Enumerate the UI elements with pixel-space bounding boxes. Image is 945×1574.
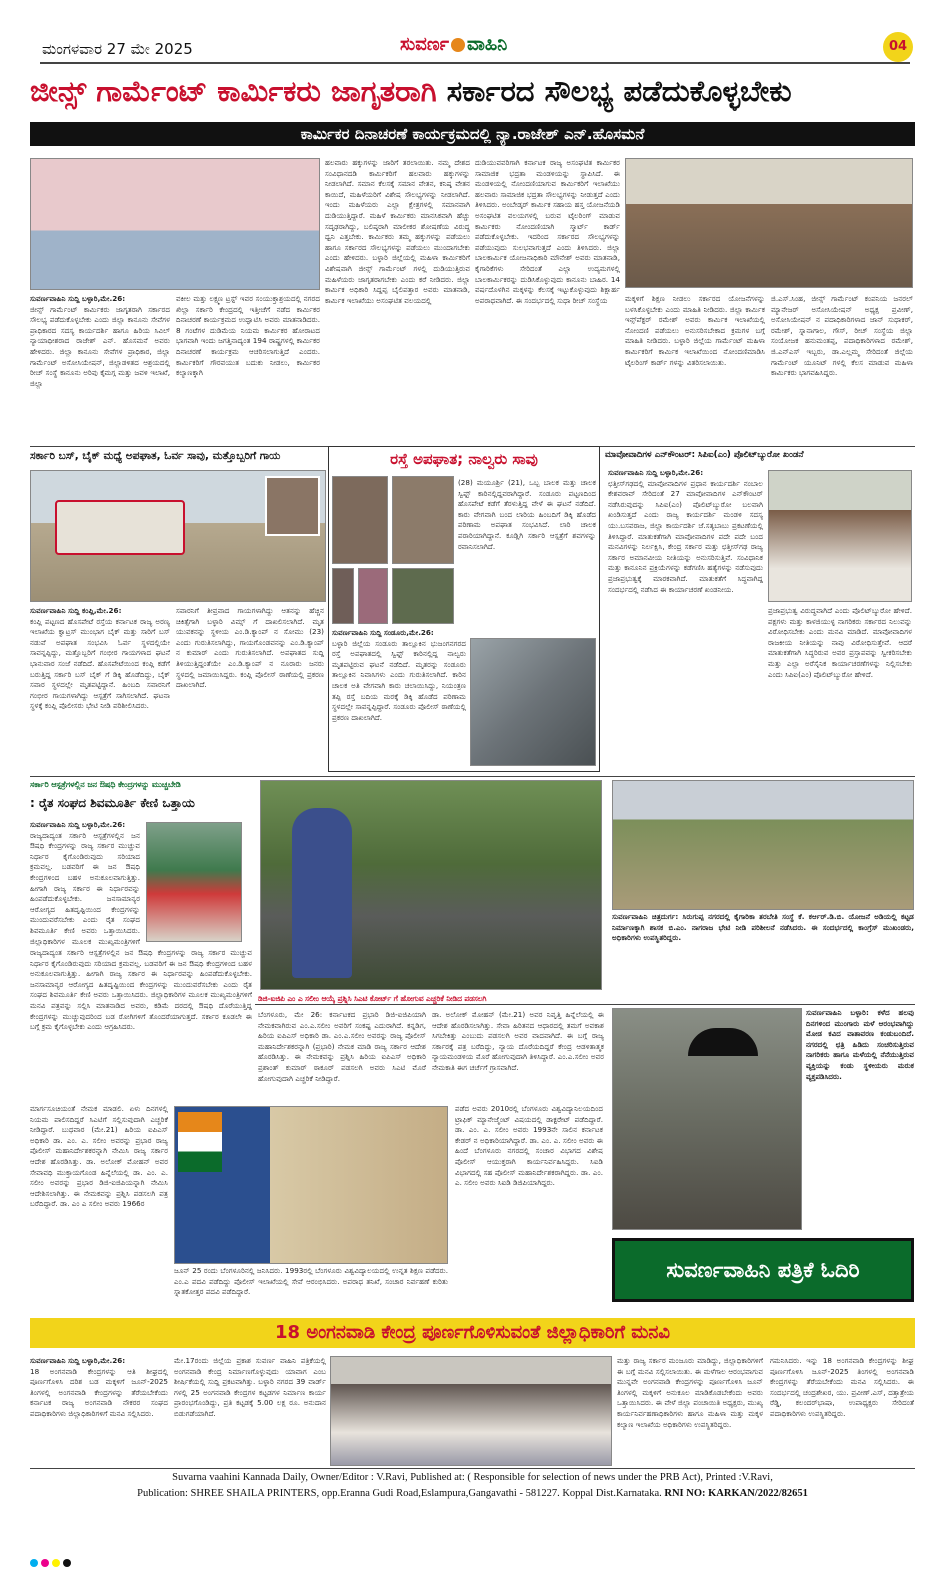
anganwadi-dateline: ಸುವರ್ಣವಾಹಿನಿ ಸುದ್ದಿ ಬಳ್ಳಾರಿ,ಮೇ.26: — [30, 1356, 126, 1365]
lead-photo-stage — [30, 158, 320, 290]
footer-publication: Publication: SHREE SHAILA PRINTERS, opp.Eranna Gudi Road,Eslampura,Gangavathi - 581227. Koppal Dist.Karnataka. — [137, 1488, 662, 1499]
road-dateline: ಸುವರ್ಣವಾಹಿನಿ ಸುದ್ದಿ ಸಂಡೂರು,ಮೇ.26: — [332, 628, 434, 637]
footer-line-1: Suvarna vaahini Kannada Daily, Owner/Editor : V.Ravi, Published at: ( Responsible for selection of news under the PRB Act), Printed :V.Ravi, — [172, 1472, 773, 1483]
lead-text-4: ದುಡಿಯುವವರಿಗಾಗಿ ಕರ್ನಾಟಕ ರಾಜ್ಯ ಅಸಂಘಟಿತ ಕಾರ್ಮಿಕರ ಸಾಮಾಜಿಕ ಭದ್ರತಾ ಮಂಡಳಿಯನ್ನು ಸ್ಥಾಪಿಸಿದೆ. ಈ ಮಂಡಳಿಯಲ್ಲಿ ನೋಂದಣಿಯಾಗುವ ಕಾರ್ಮಿಕರಿಗೆ ಇಲಾಖೆಯು ಹಲವಾರು ಸಾಮಾಜಿಕ ಭದ್ರತಾ ಸೌಲಭ್ಯಗಳನ್ನು ನೀಡುತ್ತದೆ ಎಂದು ತಿಳಿಸಿದರು. ಅಂಬೇಡ್ಕರ್ ಕಾರ್ಮಿಕ ಸಹಾಯ ಹಸ್ತ ಯೋಜನೆಯಡಿ ಅಸಂಘಟಿತ ವಲಯಗಳಲ್ಲಿ ಬರುವ ಟೈಲರಿಂಗ್ ಮಾಡುವ ಕಾರ್ಮಿಕರು ನೋಂದಣಿಯಾಗಿ ಸ್ಮಾರ್ಟ್ ಕಾರ್ಡ್ ಪಡೆದುಕೊಳ್ಳಬೇಕು. ಇದರಿಂದ ಸರ್ಕಾರದ ಸೌಲಭ್ಯಗಳನ್ನು ಪಡೆಯುವುದು ಸುಲಭವಾಗುತ್ತದೆ ಎಂದು ತಿಳಿಸಿದರು. ಜಿಲ್ಲಾ ಬಾಲಕಾರ್ಮಿಕ ಯೋಜನಾಧಿಕಾರಿ ಮೌನೇಶ್ ಅವರು ಮಾತನಾಡಿ, ಕೈಗಾರಿಕೆಗಳು ಸೇರಿದಂತೆ ಎಲ್ಲಾ ಉದ್ಯಮಗಳಲ್ಲಿ ಬಾಲಕಾರ್ಮಿಕರನ್ನು ದುಡಿಸಿಕೊಳ್ಳುವುದು ಕಾನೂನು ಬಾಹಿರ. 14 ವರ್ಷದೊಳಗಿನ ಮಕ್ಕಳನ್ನು ಕೆಲಸಕ್ಕೆ ಇಟ್ಟುಕೊಳ್ಳುವುದು ಶಿಕ್ಷಾರ್ಹ ಅಪರಾಧವಾಗಿದೆ. ಈ ಸಂದರ್ಭದಲ್ಲಿ ಸುಧಾ ರೀಚ್ ಸಂಸ್ಥೆಯ — [475, 158, 620, 305]
hospital-text-1: ರಾಜ್ಯದಾದ್ಯಂತ ಸರ್ಕಾರಿ ಆಸ್ಪತ್ರೆಗಳಲ್ಲಿನ ಜನ ಔಷಧಿ ಕೇಂದ್ರಗಳನ್ನು ರಾಜ್ಯ ಸರ್ಕಾರ ಮುಚ್ಚುವ ನಿರ್ಧಾರ ಕೈಗೊಂಡಿರುವುದು ಸರಿಯಾದ ಕ್ರಮವಲ್ಲ. ಬಡವರಿಗೆ ಈ ಜನ ಔಷಧಿ ಕೇಂದ್ರಗಳಿಂದ ಬಹಳ ಅನುಕೂಲವಾಗುತ್ತಿತ್ತು. ಹೀಗಾಗಿ ರಾಜ್ಯ ಸರ್ಕಾರ ಈ ನಿರ್ಧಾರವನ್ನು ಹಿಂಪಡೆದುಕೊಳ್ಳಬೇಕು. ಜನಸಾಮಾನ್ಯರ ಆರೋಗ್ಯದ ಹಿತದೃಷ್ಟಿಯಿಂದ ಕೇಂದ್ರಗಳನ್ನು ಮುಂದುವರೆಸಬೇಕು ಎಂದು ರೈತ ಸಂಘದ ಶಿವಮೂರ್ತಿ ಕೇಣಿ ಅವರು ಒತ್ತಾಯಿಸಿದರು. ಜಿಲ್ಲಾಧಿಕಾರಿಗಳ ಮೂಲಕ ಮುಖ್ಯಮಂತ್ರಿಗಳಿಗೆ — [30, 830, 140, 946]
hospital-kicker: ಸರ್ಕಾರಿ ಆಸ್ಪತ್ರೆಗಳಲ್ಲಿನ ಜನ ಔಷಧಿ ಕೇಂದ್ರಗಳನ್ನು ಮುಚ್ಚಬೇಡಿ — [30, 780, 181, 789]
bus-col-2 — [176, 606, 324, 774]
hospital-col-1 — [30, 820, 140, 946]
lead-photo-audience — [625, 158, 913, 288]
maoist-kicker: ಮಾವೋವಾದಿಗಳ ಎನ್‌ಕೌಂಟರ್: ಸಿಪಿಐ(ಎಂ) ಪೊಲಿಟ್‌ಬ್ಯುರೋ ಖಂಡನೆ — [605, 450, 804, 460]
lead-col-5 — [625, 294, 765, 444]
hospital-text-2: ರಾಜ್ಯದಾದ್ಯಂತ ಸರ್ಕಾರಿ ಆಸ್ಪತ್ರೆಗಳಲ್ಲಿನ ಜನ ಔಷಧಿ ಕೇಂದ್ರಗಳನ್ನು ರಾಜ್ಯ ಸರ್ಕಾರ ಮುಚ್ಚುವ ನಿರ್ಧಾರ ಕೈಗೊಂಡಿರುವುದು ಸರಿಯಾದ ಕ್ರಮವಲ್ಲ. ಬಡವರಿಗೆ ಈ ಜನ ಔಷಧಿ ಕೇಂದ್ರಗಳಿಂದ ಬಹಳ ಅನುಕೂಲವಾಗುತ್ತಿತ್ತು. ಹೀಗಾಗಿ ರಾಜ್ಯ ಸರ್ಕಾರ ಈ ನಿರ್ಧಾರವನ್ನು ಹಿಂಪಡೆದುಕೊಳ್ಳಬೇಕು. ಜನಸಾಮಾನ್ಯರ ಆರೋಗ್ಯದ ಹಿತದೃಷ್ಟಿಯಿಂದ ಕೇಂದ್ರಗಳನ್ನು ಮುಂದುವರೆಸಬೇಕು ಎಂದು ರೈತ ಸಂಘದ ಶಿವಮೂರ್ತಿ ಕೇಣಿ ಅವರು ಒತ್ತಾಯಿಸಿದರು. ಜಿಲ್ಲಾಧಿಕಾರಿಗಳ ಮೂಲಕ ಮುಖ್ಯಮಂತ್ರಿಗಳಿಗೆ ಮನವಿ ಪತ್ರವನ್ನು ಸಲ್ಲಿಸಿ ಮಾತನಾಡಿದ ಅವರು, ಕಡಿಮೆ ದರದಲ್ಲಿ ಔಷಧಿ ದೊರೆಯುತ್ತಿದ್ದ ಕೇಂದ್ರಗಳನ್ನು ಮುಚ್ಚುವುದರಿಂದ ಬಡ ರೋಗಿಗಳಿಗೆ ತೊಂದರೆಯಾಗುತ್ತದೆ. ಸರ್ಕಾರ ಕೂಡಲೇ ಈ ಬಗ್ಗೆ ಕ್ರಮ ಕೈಗೊಳ್ಳಬೇಕು ಎಂದು ಆಗ್ರಹಿಸಿದರು. — [30, 948, 252, 1032]
anganwadi-col-2 — [174, 1356, 326, 1464]
lead-headline-red: ಜೀನ್ಸ್ ಗಾರ್ಮೆಂಟ್ ಕಾರ್ಮಿಕರು ಜಾಗೃತರಾಗಿ — [30, 74, 437, 108]
road-victim-photo-4 — [358, 568, 388, 624]
dgp-text-2: ಡಾ. ಅಲೋಕ್ ಮೋಹನ್ (ಮೇ.21) ಅವರ ನಿವೃತ್ತಿ ಹಿನ್ನೆಲೆಯಲ್ಲಿ ಈ ಆದೇಶ ಹೊರಡಿಸಲಾಗಿತ್ತು. ಸೇವಾ ಹಿರಿತನದ ಆಧಾರದಲ್ಲಿ ತಮಗೆ ಅವಕಾಶ ಸಿಗಬೇಕಿತ್ತು ಎಂಬುದು ಪಡಸಲಗಿ ಅವರ ವಾದವಾಗಿದೆ. ಈ ಬಗ್ಗೆ ರಾಜ್ಯ ಸರ್ಕಾರಕ್ಕೆ ಪತ್ರ ಬರೆದಿದ್ದು, ನ್ಯಾಯ ದೊರೆಯದಿದ್ದರೆ ಕೇಂದ್ರ ಆಡಳಿತಾತ್ಮಕ ನ್ಯಾಯಮಂಡಳಿಯ ಮೊರೆ ಹೋಗುವುದಾಗಿ ತಿಳಿಸಿದ್ದಾರೆ. ಎಂ.ಎ.ಸಲೀಂ ಅವರ ನೇಮಕಾತಿ ಈಗ ಚರ್ಚೆಗೆ ಗ್ರಾಸವಾಗಿದೆ. — [432, 1010, 604, 1072]
bus-headline: ಸರ್ಕಾರಿ ಬಸ್, ಬೈಕ್ ಮಧ್ಯೆ ಅಪಘಾತ, ಓರ್ವ ಸಾವು, ಮತ್ತೊಬ್ಬರಿಗೆ ಗಾಯ — [30, 450, 281, 462]
hospital-col-2 — [30, 948, 252, 1100]
bus-victim-portrait — [265, 476, 320, 536]
road-headline: ರಸ್ತೆ ಅಪಘಾತ; ನಾಲ್ವರು ಸಾವು — [390, 450, 538, 468]
dgp-col-5 — [455, 1104, 603, 1304]
reg-dot-cyan — [30, 1559, 38, 1567]
field-visit-photo — [612, 780, 914, 910]
bus-col-1 — [30, 606, 170, 774]
masthead-brand — [400, 34, 507, 55]
registration-marks — [30, 1552, 915, 1562]
masthead — [0, 28, 945, 66]
road-victim-photo-3 — [332, 568, 354, 624]
road-col-2 — [458, 478, 596, 634]
dgp-text-3: ಮಾರ್ಗಸೂಚಿಯಂತೆ ನೇಮಕ ಮಾಡಲಿ. ಏಳು ದಿನಗಳಲ್ಲಿ ನಿಯಮ ಪಾಲಿಸದಿದ್ದರೆ ಸಿಎಟಿಗೆ ಸಲ್ಲಿಸುವುದಾಗಿ ಎಚ್ಚರಿಕೆ ನೀಡಿದ್ದಾರೆ. ಬುಧವಾರ (ಮೇ.21) ಹಿರಿಯ ಐಪಿಎಸ್ ಅಧಿಕಾರಿ ಡಾ. ಎಂ. ಎ. ಸಲೀಂ ಅವರನ್ನು ಪ್ರಭಾರ ರಾಜ್ಯ ಪೊಲೀಸ್ ಮಹಾನಿರ್ದೇಶಕರನ್ನಾಗಿ ನೇಮಿಸಿ ರಾಜ್ಯ ಸರ್ಕಾರ ಆದೇಶ ಹೊರಡಿಸಿತ್ತು. ಡಾ. ಅಲೋಕ್ ಮೋಹನ್ ಅವರ ಸೇವಾವಧಿ ಮುಕ್ತಾಯಗೊಂಡ ಹಿನ್ನೆಲೆಯಲ್ಲಿ ಡಾ. ಎಂ. ಎ. ಸಲೀಂ ಅವರನ್ನು ಪ್ರಭಾರ ಡಿಜಿ-ಐಜಿಪಿಯನ್ನಾಗಿ ನೇಮಿಸಿ ಆದೇಶಿಸಲಾಗಿತ್ತು. ಈ ನೇಮಕವನ್ನು ಪ್ರಶ್ನಿಸಿ ಪಡಸಲಗಿ ಪತ್ರ ಬರೆದಿದ್ದಾರೆ. ಡಾ. ಎಂ ಎ ಸಲೀಂ ಅವರು 1966ರ — [30, 1104, 168, 1209]
road-col-1 — [332, 628, 466, 768]
anganwadi-col-3 — [617, 1356, 763, 1464]
bus-bus-shape — [55, 500, 185, 555]
anganwadi-headline: 18 ಅಂಗನವಾಡಿ ಕೇಂದ್ರ ಪೂರ್ಣಗೊಳಿಸುವಂತೆ ಜಿಲ್ಲಾಧಿಕಾರಿಗೆ ಮನವಿ — [30, 1318, 915, 1348]
dgp-col-2 — [432, 1010, 604, 1106]
dgp-text-5: ಪಡೆದ ಅವರು 2010ರಲ್ಲಿ ಬೆಂಗಳೂರು ವಿಶ್ವವಿದ್ಯಾನಿಲಯದಿಂದ ಟ್ರಾಫಿಕ್ ಮ್ಯಾನೇಜ್ಮೆಂಟ್ ವಿಷಯದಲ್ಲಿ ಡಾಕ್ಟರೇಟ್ ಪಡೆದಿದ್ದಾರೆ. ಡಾ. ಎಂ. ಎ. ಸಲೀಂ ಅವರು 1993ನೇ ಸಾಲಿನ ಕರ್ನಾಟಕ ಕೇಡರ್ ನ ಅಧಿಕಾರಿಯಾಗಿದ್ದಾರೆ. ಡಾ. ಎಂ. ಎ. ಸಲೀಂ ಅವರು ಈ ಹಿಂದೆ ಬೆಂಗಳೂರು ನಗರದಲ್ಲಿ ಸಂಚಾರ ವಿಭಾಗದ ವಿಶೇಷ ಪೊಲೀಸ್ ಆಯುಕ್ತರಾಗಿ ಕಾರ್ಯನಿರ್ವಹಿಸಿದ್ದರು. ಸಿಐಡಿ ವಿಭಾಗದಲ್ಲಿ ಸಹ ಪೊಲೀಸ್ ಮಹಾನಿರ್ದೇಶಕರಾಗಿದ್ದರು. ಡಾ. ಎಂ. ಎ. ಸಲೀಂ ಅವರು ಸಿಐಡಿ ಡಿಜಿಪಿಯಾಗಿದ್ದರು. — [455, 1104, 603, 1188]
bus-text-2: ಸವಾರನಿಗೆ ತೀವ್ರವಾದ ಗಾಯಗಳಾಗಿದ್ದು ಆತನನ್ನು ಹೆಚ್ಚಿನ ಚಿಕಿತ್ಸೆಗಾಗಿ ಬಳ್ಳಾರಿ ವಿಮ್ಸ್ ಗೆ ದಾಖಲಿಸಲಾಗಿದೆ. ಮೃತ ಯುವಕನನ್ನು ಸ್ಥಳೀಯ ಎಂ.ಡಿ.ಕ್ಯಾಂಪ್ ನ ಸೋಮು (23) ಎಂದು ಗುರುತಿಸಲಾಗಿದ್ದು, ಗಾಯಗೊಂಡವನನ್ನು ಎಂ.ಡಿ.ಕ್ಯಾಂಪ್ ನ ಕುಮಾರ್ ಎಂದು ಗುರುತಿಸಲಾಗಿದೆ. ಅಪಘಾತದ ಸುದ್ದಿ ತಿಳಿಯುತ್ತಿದ್ದಂತೆಯೇ ಎಂ.ಡಿ.ಕ್ಯಾಂಪ್ ನ ನೂರಾರು ಜನರು ಸ್ಥಳದಲ್ಲಿ ಜಮಾಯಿಸಿದ್ದರು. ಕಂಪ್ಲಿ ಪೊಲೀಸ್ ಠಾಣೆಯಲ್ಲಿ ಪ್ರಕರಣ ದಾಖಲಾಗಿದೆ. — [176, 606, 324, 690]
lead-headline — [30, 68, 915, 114]
section-divider-2 — [30, 776, 915, 777]
road-text-1: ಬಳ್ಳಾರಿ ಜಿಲ್ಲೆಯ ಸಂಡೂರು ತಾಲ್ಲೂಕಿನ ಭುಜಂಗನಗರದ ರಸ್ತೆ ಅಪಘಾತದಲ್ಲಿ ಸ್ವಿಫ್ಟ್ ಕಾರಿನಲ್ಲಿದ್ದ ನಾಲ್ವರು ಮೃತಪಟ್ಟಿರುವ ಘಟನೆ ನಡೆದಿದೆ. ಮೃತರನ್ನು ಸಂಡೂರು ತಾಲ್ಲೂಕಿನ ನಿವಾಸಿಗಳು ಎಂದು ಗುರುತಿಸಲಾಗಿದೆ. ಕಾರಿನ ಚಾಲಕ ಅತಿ ವೇಗವಾಗಿ ಕಾರು ಚಲಾಯಿಸಿದ್ದು, ನಿಯಂತ್ರಣ ತಪ್ಪಿ ರಸ್ತೆ ಬದಿಯ ಮರಕ್ಕೆ ಡಿಕ್ಕಿ ಹೊಡೆದ ಪರಿಣಾಮ ಸ್ಥಳದಲ್ಲೇ ಸಾವನ್ನಪ್ಪಿದ್ದಾರೆ. ಸಂಡೂರು ಪೊಲೀಸ್ ಠಾಣೆಯಲ್ಲಿ ಪ್ರಕರಣ ದಾಖಲಾಗಿದೆ. — [332, 638, 466, 722]
maoist-text-1: ಛತ್ತೀಸ್‌ಗಢದಲ್ಲಿ ಮಾವೋವಾದಿಗಳ ಪ್ರಧಾನ ಕಾರ್ಯದರ್ಶಿ ನಂಬಾಲ ಕೇಶವರಾವ್ ಸೇರಿದಂತೆ 27 ಮಾವೋವಾದಿಗಳ ಎನ್‌ಕೌಂಟರ್ ನಡೆಸಿರುವುದನ್ನು ಸಿಪಿಐ(ಎಂ) ಪೊಲಿಟ್‌ಬ್ಯುರೋ ಬಲವಾಗಿ ಖಂಡಿಸುತ್ತದೆ ಎಂದು ರಾಜ್ಯ ಕಾರ್ಯದರ್ಶಿ ಮಂಡಳಿ ಸದಸ್ಯ ಯು.ಬಸವರಾಜ, ಜಿಲ್ಲಾ ಕಾರ್ಯದರ್ಶಿ ಜೆ.ಸತ್ಯಬಾಬು ಪ್ರಕಟಣೆಯಲ್ಲಿ ತಿಳಿಸಿದ್ದಾರೆ. ಮಾತುಕತೆಗಾಗಿ ಮಾವೋವಾದಿಗಳ ಪದೇ ಪದೇ ಬಂದ ಮನವಿಗಳನ್ನು ನಿರ್ಲಕ್ಷಿಸಿ, ಕೇಂದ್ರ ಸರ್ಕಾರ ಮತ್ತು ಛತ್ತೀಸ್‌ಗಢ ರಾಜ್ಯ ಸರ್ಕಾರ ಅಮಾನವೀಯ ನೀತಿಯನ್ನು ಅನುಸರಿಸುತ್ತಿವೆ. ಸಂವಿಧಾನಿಕ ಮತ್ತು ಕಾನೂನಿನ ಪ್ರಕ್ರಿಯೆಗಳನ್ನು ಕಡೆಗಣಿಸಿ ಹತ್ಯೆಗಳನ್ನು ನಡೆಸುವುದು ಪ್ರಜಾಪ್ರಭುತ್ವಕ್ಕೆ ಮಾರಕವಾಗಿದೆ. ಮಾತುಕತೆಗೆ ಸಿದ್ಧವಾಗಿದ್ದ ಸಂದರ್ಭದಲ್ಲಿ ನಡೆಸಿದ ಈ ಕಾರ್ಯಾಚರಣೆ ಖಂಡನೀಯ. — [608, 478, 763, 594]
hospital-photo — [146, 822, 242, 942]
bus-text-1: ಕಂಪ್ಲಿ ಪಟ್ಟಣದ ಹೊಸಪೇಟೆ ರಸ್ತೆಯ ಕರ್ನಾಟಕ ರಾಜ್ಯ ಅರಣ್ಯ ಇಲಾಖೆಯ ಕ್ವಾಟ್ರಸ್ ಮುಂಭಾಗ ಬೈಕ್ ಮತ್ತು ಸಾರಿಗೆ ಬಸ್ ನಡುವೆ ಅಪಘಾತ ಸಂಭವಿಸಿ ಓರ್ವ ಸ್ಥಳದಲ್ಲಿಯೇ ಸಾವನ್ನಪ್ಪಿದ್ದು, ಮತ್ತೊಬ್ಬರಿಗೆ ಗಂಭೀರ ಗಾಯಗಳಾದ ಘಟನೆ ಭಾನುವಾರ ಸಂಜೆ ನಡೆದಿದೆ. ಹೊಸಪೇಟೆಯಿಂದ ಕಂಪ್ಲಿ ಕಡೆಗೆ ಬರುತ್ತಿದ್ದ ಸರ್ಕಾರಿ ಬಸ್ ಬೈಕ್ ಗೆ ಡಿಕ್ಕಿ ಹೊಡೆದಿದ್ದು, ಬೈಕ್ ಸವಾರ ಸ್ಥಳದಲ್ಲೇ ಮೃತಪಟ್ಟಿದ್ದಾನೆ. ಹಿಂಬದಿ ಸವಾರನಿಗೆ ಗಂಭೀರ ಗಾಯಗಳಾಗಿದ್ದು ಆಸ್ಪತ್ರೆಗೆ ಸಾಗಿಸಲಾಗಿದೆ. ಘಟನಾ ಸ್ಥಳಕ್ಕೆ ಕಂಪ್ಲಿ ಪೊಲೀಸರು ಭೇಟಿ ನೀಡಿ ಪರಿಶೀಲಿಸಿದರು. — [30, 616, 170, 711]
masthead-date: ಮಂಗಳವಾರ 27 ಮೇ 2025 — [42, 40, 193, 58]
anganwadi-text-4: ಗಮನಿಸಿದರು. ಇನ್ನು 18 ಅಂಗನವಾಡಿ ಕೇಂದ್ರಗಳನ್ನು ಶೀಘ್ರ ಪೂರ್ಣಗೊಳಿಸಿ ಜೂನ್-2025 ತಿಂಗಳಲ್ಲಿ ಅಂಗನವಾಡಿ ಕೇಂದ್ರಗಳನ್ನು ತೆರೆಯಬೇಕೆಂದು ಮನವಿ ಸಲ್ಲಿಸಿದರು. ಈ ಸಂದರ್ಭದಲ್ಲಿ ಚಂದ್ರಶೇಖರ, ಯು. ಪ್ರವೀಣ್.ಎಸ್, ದತ್ತಾತ್ರೇಯ ರೆಡ್ಡಿ, ಕಲಂದರ್‌ಭಾಷಾ, ಉಪಾಧ್ಯಕ್ಷರು ಸೇರಿದಂತೆ ಪದಾಧಿಕಾರಿಗಳು ಉಪಸ್ಥಿತರಿದ್ದರು. — [770, 1356, 914, 1418]
maoist-col-2 — [768, 606, 912, 774]
footer-rni: RNI NO: KARKAN/2022/82651 — [664, 1488, 808, 1499]
lead-text-1: ಜೀನ್ಸ್ ಗಾರ್ಮೆಂಟ್ ಕಾರ್ಮಿಕರು ಜಾಗೃತರಾಗಿ ಸರ್ಕಾರದ ಸೌಲಭ್ಯ ಪಡೆದುಕೊಳ್ಳಬೇಕು ಎಂದು ಜಿಲ್ಲಾ ಕಾನೂನು ಸೇವೆಗಳ ಪ್ರಾಧಿಕಾರದ ಸದಸ್ಯ ಕಾರ್ಯದರ್ಶಿ ಹಾಗೂ ಹಿರಿಯ ಸಿವಿಲ್ ನ್ಯಾಯಾಧೀಶರಾದ ರಾಜೇಶ್ ಎನ್. ಹೊಸಮನೆ ಅವರು ಹೇಳಿದರು. ಜಿಲ್ಲಾ ಕಾನೂನು ಸೇವೆಗಳ ಪ್ರಾಧಿಕಾರ, ಜಿಲ್ಲಾ ಗಾರ್ಮೆಂಟ್ ಅಸೋಸಿಯೇಷನ್, ಜಿಲ್ಲಾಡಳಿತದ ಆಶ್ರಯದಲ್ಲಿ ರೀಚ್ ಸಂಸ್ಥೆ ಕಾನೂನು ಅರಿವು ಕೈಮಗ್ಗ ಮತ್ತು ಜವಳಿ ಇಲಾಖೆ, ಜಿಲ್ಲಾ — [30, 304, 170, 388]
dgp-col-1 — [258, 1010, 426, 1106]
anganwadi-text-1: 18 ಅಂಗನವಾಡಿ ಕೇಂದ್ರಗಳನ್ನು ಆತಿ ಶೀಘ್ರದಲ್ಲಿ ಪೂರ್ಣಗೊಳಿಸಿ ದರಿಶ ಬಡ ಮಕ್ಕಳಿಗೆ ಜೂನ್-2025 ತಿಂಗಳಲ್ಲಿ ಅಂಗನವಾಡಿ ಕೇಂದ್ರಗಳನ್ನು ತೆರೆಯಬೇಕೆಂದು ಕರ್ನಾಟಕ ರಾಜ್ಯ ಅಂಗನವಾಡಿ ನೌಕರರ ಸಂಘದ ಪದಾಧಿಕಾರಿಗಳು ಜಿಲ್ಲಾಧಿಕಾರಿಗಳಿಗೆ ಮನವಿ ಸಲ್ಲಿಸಿದರು. — [30, 1366, 168, 1418]
dgp-kicker: ಡಿಜಿ-ಐಜಿಪಿ ಎಂ ಎ ಸಲೀಂ ಆಯ್ಕೆ ಪ್ರಶ್ನಿಸಿ ಸಿಎಟಿ ಕೋರ್ಟ್ ಗೆ ಹೋಗುವ ಎಚ್ಚರಿಕೆ ನೀಡಿದ ಪಡಸಲಗಿ — [258, 994, 487, 1003]
dgp-col-4 — [174, 1266, 448, 1306]
lead-text-5: ಮಕ್ಕಳಿಗೆ ಶಿಕ್ಷಣ ನೀಡಲು ಸರ್ಕಾರದ ಯೋಜನೆಗಳನ್ನು ಬಳಸಿಕೊಳ್ಳಬೇಕು ಎಂದು ಮಾಹಿತಿ ನೀಡಿದರು. ಜಿಲ್ಲಾ ಕಾರ್ಮಿಕ ಇನ್ಸ್‌ಪೆಕ್ಟರ್ ರಮೇಶ್ ಅವರು ಕಾರ್ಮಿಕ ಇಲಾಖೆಯಲ್ಲಿ ನೋಂದಣಿ ಪಡೆಯಲು ಅನುಸರಿಸಬೇಕಾದ ಕ್ರಮಗಳ ಬಗ್ಗೆ ಮಾಹಿತಿ ನೀಡಿದರು. ಬಳ್ಳಾರಿ ಜಿಲ್ಲೆಯ ಗಾರ್ಮೆಂಟ್ ಮಹಿಳಾ ಕಾರ್ಮಿಕರಿಗೆ ಕಾರ್ಮಿಕ ಇಲಾಖೆಯಿಂದ ನೋಂದಣಿಮಾಡಿಸಿ ಟೈಲರಿಂಗ್ ಕಾರ್ಡ್ ಗಳನ್ನು ವಿತರಿಸಲಾಯಿತು. — [625, 294, 765, 367]
lead-col-6 — [771, 294, 913, 444]
lead-subhead: ಕಾರ್ಮಿಕರ ದಿನಾಚರಣೆ ಕಾರ್ಯಕ್ರಮದಲ್ಲಿ ನ್ಯಾ.ರಾಜೇಶ್ ಎನ್.ಹೊಸಮನೆ — [30, 122, 915, 146]
lead-col-1 — [30, 294, 170, 444]
lead-col-2 — [176, 294, 320, 444]
road-victim-photo-1 — [332, 476, 388, 564]
reg-dot-black — [63, 1559, 71, 1567]
lead-text-3: ಹಲವಾರು ಹಕ್ಕುಗಳನ್ನು ಜಾರಿಗೆ ತರಲಾಯಿತು. ನಮ್ಮ ದೇಶದ ಸಂವಿಧಾನದಡಿ ಕಾರ್ಮಿಕರಿಗೆ ಹಲವಾರು ಹಕ್ಕುಗಳನ್ನು ನೀಡಲಾಗಿದೆ. ಸಮಾನ ಕೆಲಸಕ್ಕೆ ಸಮಾನ ವೇತನ, ಕನಿಷ್ಠ ವೇತನ ಕಾಯಿದೆ, ಮಹಿಳೆಯರಿಗೆ ವಿಶೇಷ ಸೌಲಭ್ಯಗಳನ್ನು ನೀಡಲಾಗಿದೆ. ಇಂದು ಮಹಿಳೆಯರು ಎಲ್ಲಾ ಕ್ಷೇತ್ರಗಳಲ್ಲಿ ಸಮಾನವಾಗಿ ದುಡಿಯುತ್ತಿದ್ದಾರೆ. ಮಹಿಳೆ ಕಾರ್ಮಿಕರು ಮಾನಸಿಕವಾಗಿ ಹೆಚ್ಚು ಸದೃಢರಾಗಿದ್ದು, ಬಲಿಷ್ಠರಾಗಿ ಮಾಲೀಕರ ಶೋಷಣೆಯ ವಿರುದ್ಧ ಧ್ವನಿ ಎತ್ತಬೇಕು. ಕಾರ್ಮಿಕರು ತಮ್ಮ ಹಕ್ಕುಗಳನ್ನು ಪಡೆಯಲು ಹಾಗೂ ಸರ್ಕಾರದ ಸೌಲಭ್ಯಗಳನ್ನು ಪಡೆಯಲು ಮುಂದಾಗಬೇಕು ಎಂದು ಹೇಳಿದರು. ಬಳ್ಳಾರಿ ಜಿಲ್ಲೆಯಲ್ಲಿ ಮಹಿಳಾ ಕಾರ್ಮಿಕರಿಗೆ ವಿಶೇಷವಾಗಿ ಜೀನ್ಸ್ ಗಾರ್ಮೆಂಟ್ ಗಳಲ್ಲಿ ದುಡಿಯುತ್ತಿರುವ ಮಹಿಳೆಯರು ಜಾಗೃತರಾಗಬೇಕು ಎಂದು ಕರೆ ನೀಡಿದರು. ಜಿಲ್ಲಾ ಕಾರ್ಮಿಕ ಅಧಿಕಾರಿ ಸಿದ್ದಪ್ಪ ಬೈಲಿಪತ್ತಾರ ಅವರು ಮಾತನಾಡಿ, ಕಾರ್ಮಿಕ ಇಲಾಖೆಯು ಅಸಂಘಟಿತ ವಲಯದಲ್ಲಿ — [325, 158, 470, 305]
lead-col-3 — [325, 158, 470, 444]
maoist-col-1 — [608, 468, 763, 774]
footer-rule — [30, 1468, 915, 1469]
page-number: 04 — [883, 32, 913, 62]
anganwadi-photo — [330, 1356, 612, 1466]
road-text-2: (28) ಮಯೂರ್ಶ್ರಿ (21), ಒಬ್ಬ ಬಾಲಕ ಮತ್ತು ಚಾಲಕ ಸ್ವಿಫ್ಟ್ ಕಾರಿನಲ್ಲಿದ್ದವರಾಗಿದ್ದಾರೆ. ಸಂಡೂರು ಪಟ್ಟಣದಿಂದ ಹೊಸಪೇಟೆ ಕಡೆಗೆ ತೆರಳುತ್ತಿದ್ದ ವೇಳೆ ಈ ಘಟನೆ ನಡೆದಿದೆ. ಕಾರು ವೇಗವಾಗಿ ಬಂದ ಲಾರಿಯ ಹಿಂಬದಿಗೆ ಡಿಕ್ಕಿ ಹೊಡೆದ ಪರಿಣಾಮ ಅಪಘಾತ ಸಂಭವಿಸಿದೆ. ಲಾರಿ ಚಾಲಕ ಪರಾರಿಯಾಗಿದ್ದಾನೆ. ಕೂಡ್ಲಿಗಿ ಸರ್ಕಾರಿ ಆಸ್ಪತ್ರೆಗೆ ಶವಗಳನ್ನು ರವಾನಿಸಲಾಗಿದೆ. — [458, 478, 596, 551]
maoist-text-2: ಪ್ರಜಾಪ್ರಭುತ್ವ ವಿರುದ್ಧವಾಗಿದೆ ಎಂದು ಪೊಲಿಟ್‌ಬ್ಯುರೋ ಹೇಳಿದೆ. ಪಕ್ಷಗಳು ಮತ್ತು ಕಾಳಜಿಯುಳ್ಳ ನಾಗರಿಕರು ಸರ್ಕಾರದ ನಿಲುವನ್ನು ವಿರೋಧಿಸಬೇಕು ಎಂದು ಮನವಿ ಮಾಡಿದೆ. ಮಾವೋವಾದಿಗಳ ರಾಜಕೀಯ ನೀತಿಯನ್ನು ನಾವು ವಿರೋಧಿಸುತ್ತೇವೆ. ಆದರೆ ಮಾತುಕತೆಗಾಗಿ ಸಿದ್ಧರಿರುವ ಅವರ ಪ್ರಸ್ತಾಪವನ್ನು ಸ್ವೀಕರಿಸಬೇಕು ಮತ್ತು ಎಲ್ಲಾ ಅರೆಸೈನಿಕ ಕಾರ್ಯಾಚರಣೆಗಳನ್ನು ನಿಲ್ಲಿಸಬೇಕು ಎಂದು ಸಿಪಿಐ(ಎಂ) ಪೊಲಿಟ್‌ಬ್ಯುರೋ ಹೇಳಿದೆ. — [768, 606, 912, 679]
anganwadi-col-1 — [30, 1356, 168, 1464]
road-crash-photo — [470, 638, 596, 766]
promo-text: ಸುವರ್ಣವಾಹಿನಿ ಪತ್ರಿಕೆ ಓದಿರಿ — [666, 1258, 860, 1282]
masthead-rule — [40, 62, 910, 64]
dgp-text-4: ಜೂನ್ 25 ರಂದು ಬೆಂಗಳೂರಿನಲ್ಲಿ ಜನಿಸಿದರು. 1993ರಲ್ಲಿ ಬೆಂಗಳೂರು ವಿಶ್ವವಿದ್ಯಾಲಯದಲ್ಲಿ ಉನ್ನತ ಶಿಕ್ಷಣ ಪಡೆದರು. ಎಂ.ಎ ಪದವಿ ಪಡೆದಿದ್ದು ಪೊಲೀಸ್ ಇಲಾಖೆಯಲ್ಲಿ ಸೇವೆ ಆರಂಭಿಸಿದರು. ಅಪರಾಧ ತನಿಖೆ, ಸಂಚಾರ ನಿರ್ವಹಣೆ ಕುರಿತು ಸ್ನಾತಕೋತ್ತರ ಪದವಿ ಪಡೆದಿದ್ದಾರೆ. — [174, 1266, 448, 1297]
road-victim-photo-2 — [392, 476, 454, 564]
reg-dot-magenta — [41, 1559, 49, 1567]
forest-person — [292, 808, 352, 978]
bus-dateline: ಸುವರ್ಣವಾಹಿನಿ ಸುದ್ದಿ ಕಂಪ್ಲಿ,ಮೇ.26: — [30, 606, 122, 615]
dgp-text-1: ಬೆಂಗಳೂರು, ಮೇ 26: ಕರ್ನಾಟಕದ ಪ್ರಭಾರಿ ಡಿಜಿ-ಐಜಿಪಿಯಾಗಿ ನೇಮಕವಾಗಿರುವ ಎಂ.ಎ.ಸಲೀಂ ಅವರಿಗೆ ಸಂಕಷ್ಟ ಎದುರಾಗಿದೆ. ಕನ್ನಡಿಗ, ಹಿರಿಯ ಐಪಿಎಸ್ ಅಧಿಕಾರಿ ಡಾ. ಎಂ.ಎ.ಸಲೀಂ ಅವರನ್ನು ರಾಜ್ಯ ಪೊಲೀಸ್ ಮಹಾನಿರ್ದೇಶಕರನ್ನಾಗಿ (ಪ್ರಭಾರಿ) ನೇಮಕ ಮಾಡಿ ರಾಜ್ಯ ಸರ್ಕಾರ ಆದೇಶ ಹೊರಡಿಸಿತ್ತು. ಈ ನೇಮಕವನ್ನು ಪ್ರಶ್ನಿಸಿ ಹಿರಿಯ ಐಪಿಎಸ್ ಅಧಿಕಾರಿ ಪ್ರಶಾಂತ್ ಕುಮಾರ್ ಠಾಕೂರ್ ಪಡಸಲಗಿ ಅವರು ಸಿಎಟಿ ಮೊರೆ ಹೋಗುವುದಾಗಿ ಎಚ್ಚರಿಕೆ ನೀಡಿದ್ದಾರೆ. — [258, 1010, 426, 1083]
hospital-headline: : ರೈತ ಸಂಘದ ಶಿವಮೂರ್ತಿ ಕೇಣಿ ಒತ್ತಾಯ — [30, 796, 195, 810]
dgp-flag — [178, 1112, 222, 1172]
brand-sun-icon — [451, 38, 465, 52]
dgp-col-3 — [30, 1104, 168, 1304]
maoist-leader-photo — [768, 470, 912, 602]
lead-text-6: ಜಿ.ಎಸ್.ಸಿಂಹ, ಜೀನ್ಸ್ ಗಾರ್ಮೆಂಟ್ ಕಂಪನಿಯ ಜನರಲ್ ಮ್ಯಾನೇಜರ್ ಅಸೋಸಿಯೇಷನ್ ಅಧ್ಯಕ್ಷ ಪ್ರವೀಣ್, ಅಸೋಸಿಯೇಷನ್ ನ ಪದಾಧಿಕಾರಿಗಳಾದ ಜಾನ್ ಸುಧಾಕರ್, ರಮೇಶ್, ಸ್ನಾನಾಗಾಲ, ಗೌಸ್, ರೀಚ್ ಸಂಸ್ಥೆಯ ಜಿಲ್ಲಾ ಸಂಯೋಜಕ ಹನುಮಂತಪ್ಪ, ಪದಾಧಿಕಾರಿಗಳಾದ ರಮೇಶ್, ಜಿ.ಎನ್ಎಸ್ ಇಬ್ಬರು, ಡಾ.ಎಲ್ಲಮ್ಮ ಸೇರಿದಂತೆ ಜಿಲ್ಲೆಯ ಗಾರ್ಮೆಂಟ್ ಯೂನಿಟ್ ಗಳಲ್ಲಿ ಕೆಲಸ ಮಾಡುವ ಮಹಿಳಾ ಕಾರ್ಮಿಕರು ಭಾಗವಹಿಸಿದ್ದರು. — [771, 294, 913, 378]
rain-caption: ಸುವರ್ಣವಾಹಿನಿ ಬಳ್ಳಾರಿ: ಕಳೆದ ಹಲವು ದಿನಗಳಿಂದ ಮುಂಗಾರು ಮಳೆ ಆರಂಭವಾಗಿದ್ದು ಮೋಡ ಕವಿದ ವಾತಾವರಣ ಕಂಡುಬಂದಿದೆ. ನಗರದಲ್ಲಿ ಛತ್ರಿ ಹಿಡಿದು ಸಂಚರಿಸುತ್ತಿರುವ ನಾಗರಿಕರು ಹಾಗೂ ಮಳೆಯಲ್ಲಿ ನೆನೆಯುತ್ತಿರುವ ವ್ಯಕ್ತಿಯನ್ನು ಕಂಡು ಸ್ಥಳೀಯರು ಮರುಕ ವ್ಯಕ್ತಪಡಿಸಿದರು. — [806, 1008, 914, 1081]
anganwadi-text-2: ಮೇ.17ರಂದು ಜಿಲ್ಲೆಯ ಪ್ರಕಾಶ ಸುವರ್ಣ ವಾಹಿನಿ ಪತ್ರಿಕೆಯಲ್ಲಿ ಅಂಗನವಾಡಿ ಕೇಂದ್ರ ನಿರ್ಮಾಣಗೊಳ್ಳುವುದು ಯಾವಾಗ ಎಂಬ ಶೀರ್ಷಿಕೆಯಲ್ಲಿ ಸುದ್ದಿ ಪ್ರಕಟವಾಗಿತ್ತು. ಬಳ್ಳಾರಿ ನಗರದ 39 ವಾರ್ಡ್ ಗಳಲ್ಲಿ 25 ಅಂಗನವಾಡಿ ಕೇಂದ್ರಗಳ ಕಟ್ಟಡಗಳ ನಿರ್ಮಾಣ ಕಾರ್ಯ ಪ್ರಾರಂಭಗೊಂಡಿದ್ದು, ಪ್ರತಿ ಕಟ್ಟಡಕ್ಕೆ 5.00 ಲಕ್ಷ ರೂ. ಅನುದಾನ ಬಿಡುಗಡೆಯಾಗಿದೆ. — [174, 1356, 326, 1418]
field-visit-caption: ಸುವರ್ಣವಾಹಿನಿ ಚಿತ್ರದುರ್ಗ: ಸಿರುಗುಪ್ಪ ನಗರದಲ್ಲಿ ಕೈಗಾರಿಕಾ ತರಬೇತಿ ಸಂಸ್ಥೆ ಕೆ. ಕರ್ಆರ್.ಡಿ.ಬಿ. ಯೋಜನೆ ಅಡಿಯಲ್ಲಿ ಕಟ್ಟಡ ನಿರ್ಮಾಣಕ್ಕಾಗಿ ಶಾಸಕ ಬಿ.ಎಂ. ನಾಗರಾಜ ಭೇಟಿ ನೀಡಿ ಪರಿಶೀಲನೆ ನಡೆಸಿದರು. ಈ ಸಂದರ್ಭದಲ್ಲಿ ಕಾಂಗ್ರೆಸ್ ಮುಖಂಡರು, ಅಧಿಕಾರಿಗಳು ಉಪಸ್ಥಿತರಿದ್ದರು. — [612, 912, 914, 943]
brand-right: ವಾಹಿನಿ — [466, 34, 508, 55]
anganwadi-col-4 — [770, 1356, 914, 1464]
road-crash-photo-small — [392, 568, 454, 624]
lead-col-4 — [475, 158, 620, 444]
hospital-dateline: ಸುವರ್ಣವಾಹಿನಿ ಸುದ್ದಿ ಬಳ್ಳಾರಿ,ಮೇ.26: — [30, 820, 126, 829]
footer-line-2 — [30, 1488, 915, 1502]
lead-text-2: ವಕೀಲ ಮತ್ತು ಲಕ್ಷ್ಮಣ ಟ್ರಸ್ಟ್ ಇವರ ಸಂಯುಕ್ತಾಶ್ರಯದಲ್ಲಿ ನಗರದ ಖಿಲ್ಲಾ ಸರ್ಕಾರಿ ಕೇಂದ್ರದಲ್ಲಿ ಇತ್ತೀಚೆಗೆ ನಡೆದ ಕಾರ್ಮಿಕರ ದಿನಾಚರಣೆ ಕಾರ್ಯಕ್ರಮದ ಉದ್ಘಾಟಿಸಿ ಅವರು ಮಾತನಾಡಿದರು. 8 ಗಂಟೆಗಳ ದುಡಿಮೆಯ ನಿಯಮ ಕಾರ್ಮಿಕರ ಹೋರಾಟದ ಭಾಗವಾಗಿ ಇಂದು ಜಗತ್ತಿನಾದ್ಯಂತ 194 ರಾಷ್ಟ್ರಗಳಲ್ಲಿ ಕಾರ್ಮಿಕರ ದಿನಾಚರಣೆ ಕಾರ್ಯಕ್ರಮ ಆಚರಿಸಲಾಗುತ್ತಿದೆ ಎಂದರು. ಕಾರ್ಮಿಕರಿಗೆ ಗೌರವಯುತ ಬದುಕು ನೀಡಲು, ಕಾರ್ಮಿಕರ ಕಲ್ಯಾಣಕ್ಕಾಗಿ — [176, 294, 320, 378]
lead-dateline: ಸುವರ್ಣವಾಹಿನಿ ಸುದ್ದಿ ಬಳ್ಳಾರಿ,ಮೇ.26: — [30, 294, 126, 303]
maoist-dateline: ಸುವರ್ಣವಾಹಿನಿ ಸುದ್ದಿ ಬಳ್ಳಾರಿ,ಮೇ.26: — [608, 468, 704, 477]
anganwadi-text-3: ಮತ್ತು ರಾಜ್ಯ ಸರ್ಕಾರ ಮಂಜೂರು ಮಾಡಿದ್ದು, ಜಿಲ್ಲಾಧಿಕಾರಿಗಳಿಗೆ ಈ ಬಗ್ಗೆ ಮನವಿ ಸಲ್ಲಿಸಲಾಯಿತು. ಈ ಮಳೆಗಾಲ ಆರಂಭವಾಗುವ ಮುನ್ನವೇ ಅಂಗನವಾಡಿ ಕೇಂದ್ರಗಳನ್ನು ಪೂರ್ಣಗೊಳಿಸಿ ಜೂನ್ ತಿಂಗಳಲ್ಲಿ ಮಕ್ಕಳಿಗೆ ಅನುಕೂಲ ಮಾಡಿಕೊಡಬೇಕೆಂದು ಅವರು ಒತ್ತಾಯಿಸಿದರು. ಈ ವೇಳೆ ಜಿಲ್ಲಾ ಪಂಚಾಯಿತಿ ಅಧ್ಯಕ್ಷರು, ಮುಖ್ಯ ಕಾರ್ಯನಿರ್ವಹಣಾಧಿಕಾರಿಗಳು ಹಾಗೂ ಮಹಿಳಾ ಮತ್ತು ಮಕ್ಕಳ ಕಲ್ಯಾಣ ಇಲಾಖೆಯ ಅಧಿಕಾರಿಗಳು ಉಪಸ್ಥಿತರಿದ್ದರು. — [617, 1356, 763, 1429]
brand-left: ಸುವರ್ಣ — [400, 34, 449, 55]
lead-headline-black: ಸರ್ಕಾರದ ಸೌಲಭ್ಯ ಪಡೆದುಕೊಳ್ಳಬೇಕು — [446, 74, 792, 108]
reg-dot-yellow — [52, 1559, 60, 1567]
